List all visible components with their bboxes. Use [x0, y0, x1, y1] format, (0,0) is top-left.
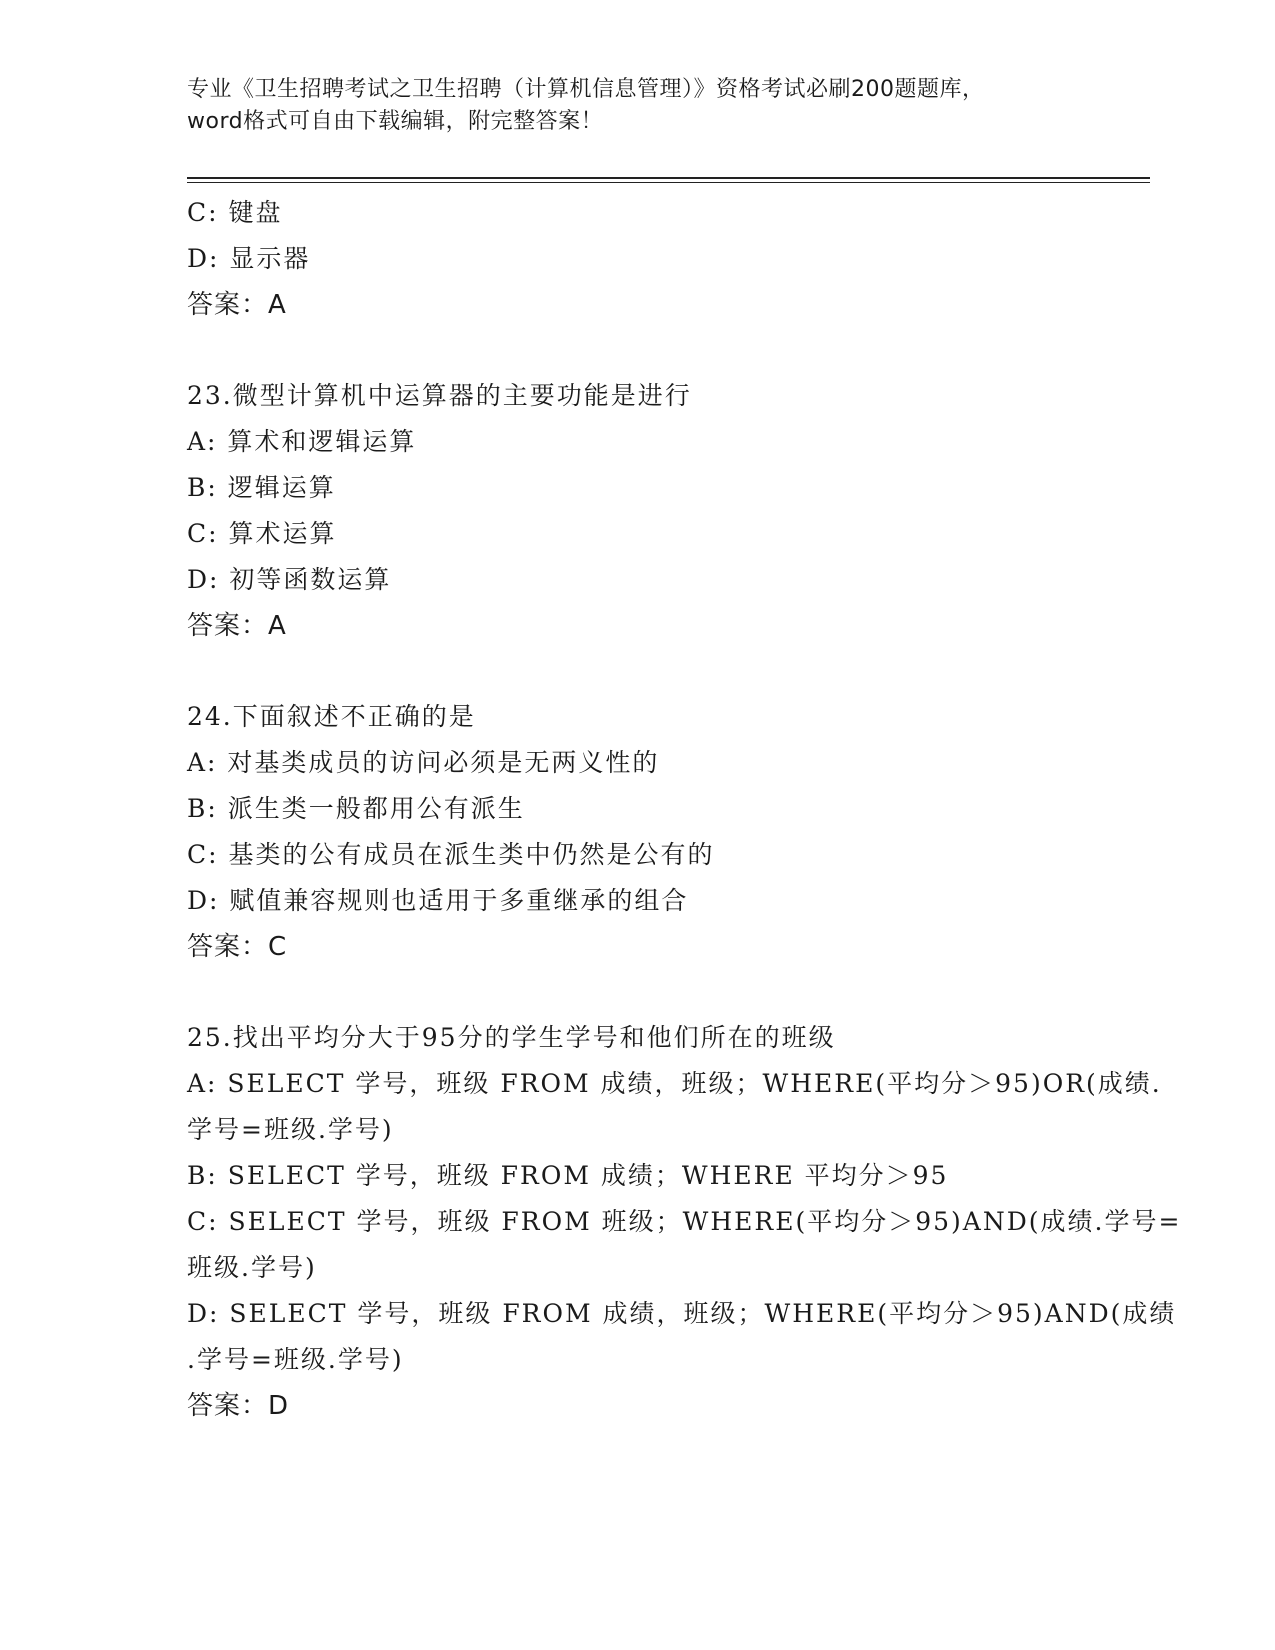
option-c: C: 键盘 — [187, 198, 283, 227]
option-d: D: 初等函数运算 — [187, 565, 392, 594]
document-header — [187, 74, 1087, 138]
question-text: 24.下面叙述不正确的是 — [187, 702, 476, 731]
option-b: B: 派生类一般都用公有派生 — [187, 794, 525, 823]
spacer — [187, 970, 1087, 1015]
header-line-2: word格式可自由下载编辑，附完整答案！ — [187, 109, 604, 134]
option-d-line-2: .学号=班级.学号) — [187, 1345, 404, 1374]
spacer — [187, 328, 1087, 373]
option-c: C: 基类的公有成员在派生类中仍然是公有的 — [187, 840, 715, 869]
spacer — [187, 649, 1087, 694]
header-divider-thin — [187, 182, 1150, 183]
question-24 — [187, 694, 1087, 970]
question-text: 25.找出平均分大于95分的学生学号和他们所在的班级 — [187, 1023, 836, 1052]
answer-line: 答案：A — [187, 290, 287, 320]
answer-line: 答案：D — [187, 1391, 290, 1421]
option-a-line-1: A: SELECT 学号，班级 FROM 成绩，班级；WHERE(平均分＞95)OR(成绩. — [187, 1069, 1162, 1098]
option-d: D: 显示器 — [187, 244, 311, 273]
option-c-line-1: C: SELECT 学号，班级 FROM 班级；WHERE(平均分＞95)AND(成绩.学号= — [187, 1207, 1182, 1236]
option-b: B: SELECT 学号，班级 FROM 成绩；WHERE 平均分＞95 — [187, 1161, 949, 1190]
header-divider-thick — [187, 177, 1150, 179]
option-a: A: 算术和逻辑运算 — [187, 427, 417, 456]
option-b: B: 逻辑运算 — [187, 473, 336, 502]
option-a: A: 对基类成员的访问必须是无两义性的 — [187, 748, 660, 777]
option-c: C: 算术运算 — [187, 519, 337, 548]
question-text: 23.微型计算机中运算器的主要功能是进行 — [187, 381, 692, 410]
question-25 — [187, 1015, 1182, 1429]
answer-line: 答案：A — [187, 611, 287, 641]
header-line-1: 专业《卫生招聘考试之卫生招聘（计算机信息管理）》资格考试必刷200题题库， — [187, 77, 985, 102]
question-22-tail — [187, 190, 1087, 328]
option-c-line-2: 班级.学号) — [187, 1253, 317, 1282]
answer-line: 答案：C — [187, 932, 288, 962]
option-a-line-2: 学号=班级.学号) — [187, 1115, 394, 1144]
question-list — [187, 190, 1182, 1429]
option-d-line-1: D: SELECT 学号，班级 FROM 成绩，班级；WHERE(平均分＞95)AND(成绩 — [187, 1299, 1177, 1328]
option-d: D: 赋值兼容规则也适用于多重继承的组合 — [187, 886, 689, 915]
question-23 — [187, 373, 1087, 649]
